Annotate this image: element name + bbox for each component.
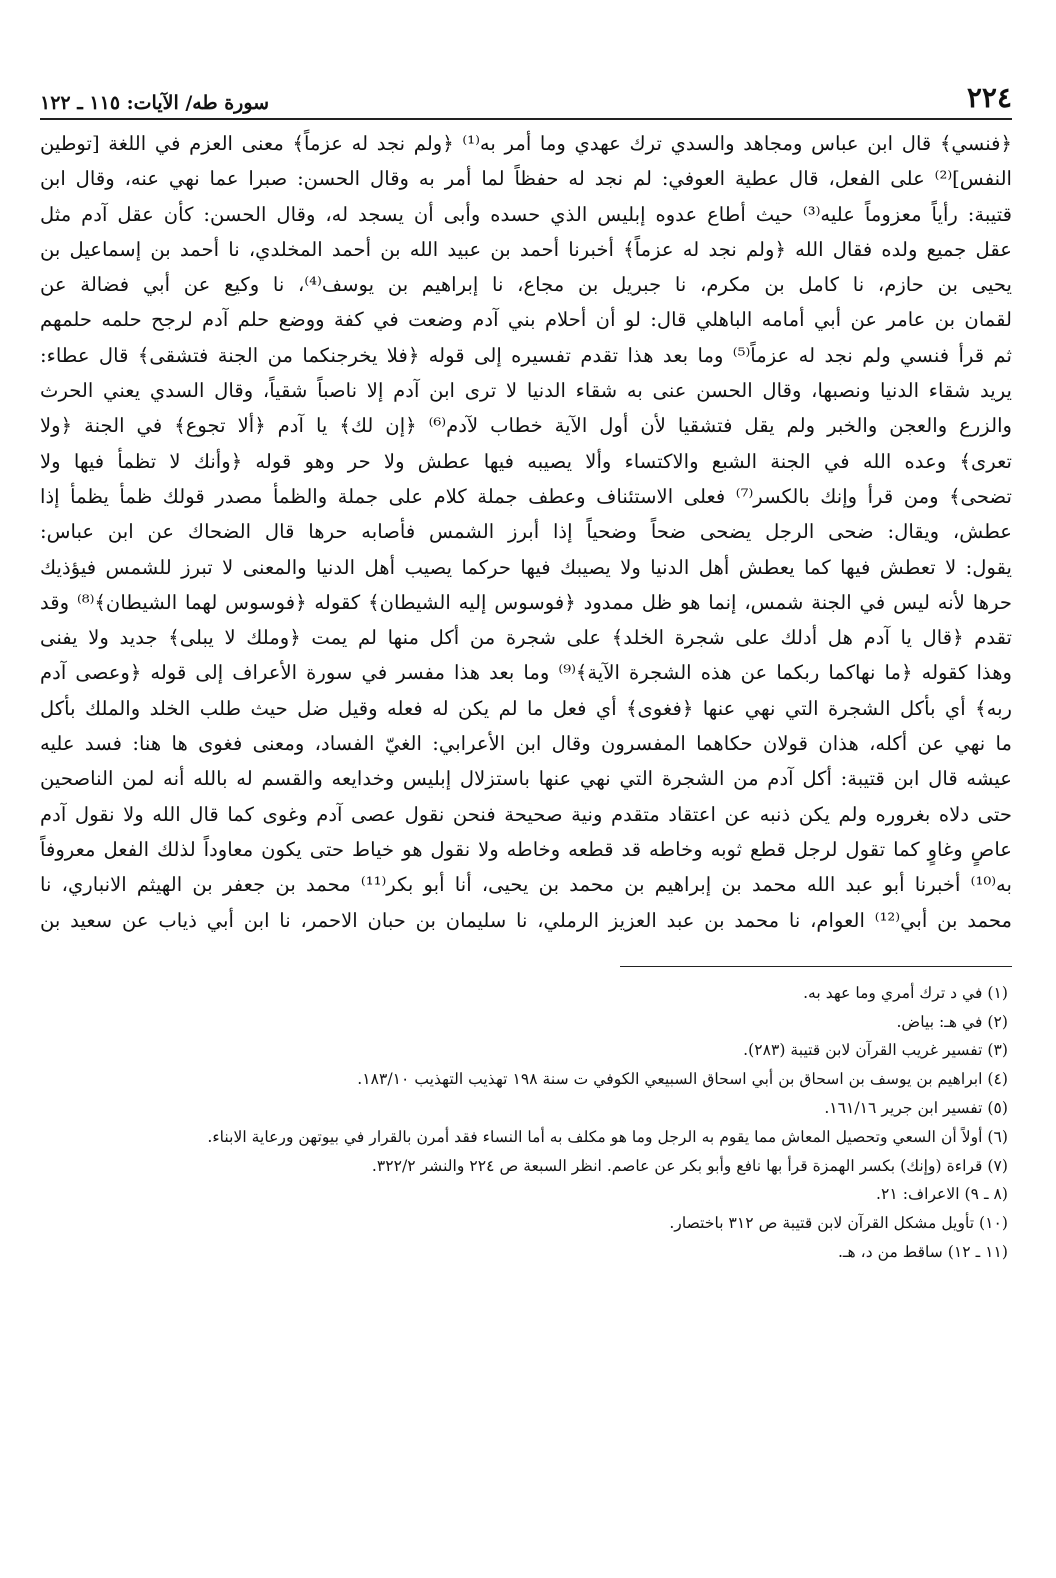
book-page [40, 70, 1012, 1267]
text-line: ربه﴾ أي بأكل الشجرة التي نهي عنها ﴿فغوى﴾ أي فعل ما لم يكن له فعله وقيل ضل حيث طلب الخلد والملك بأكل [40, 696, 1012, 720]
footnote: (٨ ـ ٩) الاعراف: ٢١. [876, 1185, 1008, 1204]
text-line: تقدم ﴿قال يا آدم هل أدلك على شجرة الخلد﴾ على شجرة من أكل منها لم يمت ﴿وملك لا يبلى﴾ جديد ولا يفنى [40, 626, 1012, 650]
text-line: ﴿فنسي﴾ قال ابن عباس ومجاهد والسدي ترك عهدي وما أمر به⁽¹⁾ ﴿ولم نجد له عزماً﴾ معنى العزم في اللغة [توطين [40, 132, 1012, 155]
text-line: وهذا كقوله ﴿ما نهاكما ربكما عن هذه الشجرة الآية﴾⁽⁹⁾ وما بعد هذا مفسر في سورة الأعراف إلى قوله ﴿وعصى آدم [40, 661, 1012, 685]
footnote: (٤) ابراهيم بن يوسف بن اسحاق بن أبي اسحاق السبيعي الكوفي ت سنة ١٩٨ تهذيب التهذيب ١٨٣/١٠. [357, 1070, 1008, 1089]
text-line: يحيى بن حازم، نا كامل بن مكرم، نا جبريل بن مجاع، نا إبراهيم بن يوسف⁽⁴⁾، نا وكيع عن أبي فضالة عن [40, 273, 1012, 297]
text-line: ما نهي عن أكله، هذان قولان حكاهما المفسرون وقال ابن الأعرابي: الغيّ الفساد، ومعنى فغوى ها هنا: فسد عليه [40, 732, 1012, 756]
footnote: (٣) تفسير غريب القرآن لابن قتيبة (٢٨٣). [743, 1041, 1008, 1060]
main-text [40, 126, 1012, 938]
text-line: يريد شقاء الدنيا ونصبها، وقال الحسن عنى به شقاء الدنيا لا ترى ابن آدم إلا ناصباً شقياً، وقال السدي يعني الحرث [40, 379, 1012, 403]
text-line: حتى دلاه بغروره ولم يكن ذنبه عن اعتقاد متقدم ونية صحيحة فنحن نقول عصى آدم وغوى كما قال الله ولا نقول آدم [40, 802, 1012, 826]
text-line: عيشه قال ابن قتيبة: أكل آدم من الشجرة التي نهي عنها باستزلال إبليس وخدايعه والقسم له بالله أنه لمن الناصحين [40, 767, 1012, 791]
text-line: لقمان بن عامر عن أبي أمامه الباهلي قال: لو أن أحلام بني آدم وضعت في كفة ووضع حلم آدم لرجح حلمه حلمهم [40, 308, 1012, 332]
footnote: (١١ ـ ١٢) ساقط من د، هـ. [837, 1243, 1008, 1261]
footnote: (٦) أولاً أن السعي وتحصيل المعاش مما يقوم به الرجل وما هو مكلف به أما النساء فقد أمرن بالقرار في بيوتهن ورعاية الابناء. [207, 1127, 1008, 1146]
text-line: حرها لأنه ليس في الجنة شمس، إنما هو ظل ممدود ﴿فوسوس إليه الشيطان﴾ كقوله ﴿فوسوس لهما الشيطان﴾⁽⁸⁾ وقد [40, 590, 1012, 614]
footnote-separator [620, 966, 1012, 967]
text-line: تضحى﴾ ومن قرأ وإنك بالكسر⁽⁷⁾ فعلى الاستئناف وعطف جملة كلام على جملة والظمأ مصدر قولك ظمأ يظمأ إذا [40, 484, 1012, 508]
footnote: (٢) في هـ: بياض. [896, 1012, 1008, 1031]
text-line: تعرى﴾ وعده الله في الجنة الشبع والاكتساء وألا يصيبه فيها عطش ولا حر وهو قوله ﴿وأنك لا تظمأ فيها ولا [40, 449, 1012, 473]
text-line: يقول: لا تعطش فيها كما يعطش أهل الدنيا ولا يصيبك فيها حركما يصيب أهل الدنيا والمعنى لا تبرز للشمس فيؤذيك [40, 555, 1012, 579]
text-line: به⁽¹⁰⁾ أخبرنا أبو عبد الله محمد بن إبراهيم بن محمد بن يحيى، أنا أبو بكر⁽¹¹⁾ محمد بن جعفر بن الهيثم الانباري، نا [40, 873, 1012, 897]
text-line: محمد بن أبي⁽¹²⁾ العوام، نا محمد بن عبد العزيز الرملي، نا سليمان بن حبان الاحمر، نا ابن أبي ذياب عن سعيد بن [40, 908, 1012, 932]
running-title: سورة طه/ الآيات: ١١٥ ـ ١٢٢ [40, 92, 270, 114]
footnotes [40, 979, 1012, 1267]
footnote: (٧) قراءة (وإنك) بكسر الهمزة قرأ بها نافع وأبو بكر عن عاصم. انظر السبعة ص ٢٢٤ والنشر ٣٢٢/٢. [371, 1156, 1008, 1175]
page-number: ٢٢٤ [966, 81, 1012, 114]
text-line: ثم قرأ فنسي ولم نجد له عزماً⁽⁵⁾ وما بعد هذا تقدم تفسيره إلى قوله ﴿فلا يخرجنكما من الجنة فتشقى﴾ قال عطاء: [40, 343, 1012, 367]
footnote: (١) في د ترك أمري وما عهد به. [803, 983, 1008, 1002]
text-line: قتيبة: رأياً معزوماً عليه⁽³⁾ حيث أطاع عدوه إبليس الذي حسده وأبى أن يسجد له، وقال الحسن: كأن عقل آدم مثل [40, 202, 1012, 226]
page-header [40, 70, 1012, 120]
text-line: النفس]⁽²⁾ على الفعل، قال عطية العوفي: لم نجد له حفظاً لما أمر به وقال الحسن: صبرا عما نهي عنه، وقال ابن [40, 167, 1012, 191]
footnote: (٥) تفسير ابن جرير ١٦١/١٦. [824, 1099, 1008, 1118]
text-line: عقل جميع ولده فقال الله ﴿ولم نجد له عزماً﴾ أخبرنا أحمد بن عبيد الله بن أحمد المخلدي، نا أحمد بن إسماعيل بن [40, 237, 1012, 261]
footnote: (١٠) تأويل مشكل القرآن لابن قتيبة ص ٣١٢ باختصار. [669, 1214, 1008, 1233]
text-line: عاصٍ وغاوٍ كما تقول لرجل قطع ثوبه وخاطه قد قطعه وخاطه ولا نقول هو خياط حتى يكون معاوداً لذلك الفعل معروفاً [40, 837, 1012, 861]
text-line: والزرع والعجن والخبر ولم يقل فتشقيا لأن أول الآية خطاب لآدم⁽⁶⁾ ﴿إن لك﴾ يا آدم ﴿ألا تجوع﴾ في الجنة ﴿ولا [40, 414, 1012, 438]
text-line: عطش، ويقال: ضحى الرجل يضحى ضحاً وضحياً إذا أبرز الشمس فأصابه حرها قال الضحاك عن ابن عباس: [40, 520, 1012, 544]
